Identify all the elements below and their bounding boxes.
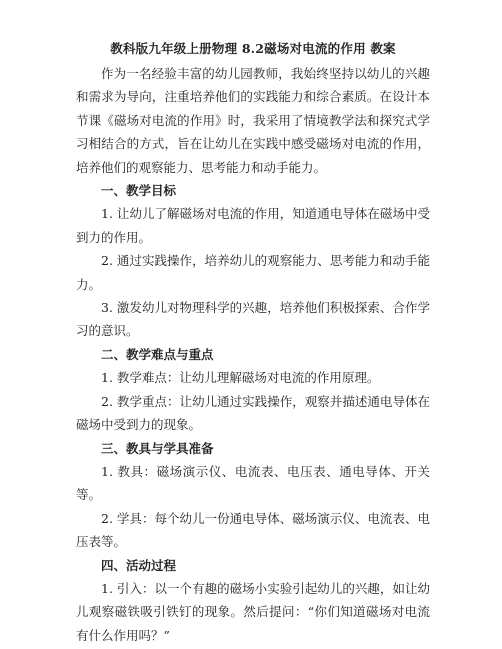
key-point-item-2: 2. 教学重点：让幼儿通过实践操作，观察并描述通电导体在磁场中受到力的现象。	[76, 393, 430, 433]
section-heading-activity: 四、活动过程	[101, 557, 177, 573]
document-title: 教科版九年级上册物理 8.2磁场对电流的作用 教案	[110, 41, 396, 56]
section-heading-key-points: 二、教学难点与重点	[101, 346, 214, 362]
intro-paragraph: 作为一名经验丰富的幼儿园教师，我始终坚持以幼儿的兴趣和需求为导向，注重培养他们的实践能力和综合素质。在设计本节课《磁场对电流的作用》时，我采用了情境教学法和探究式学习相结合的方式，旨在让幼儿在实践中感受磁场对电流的作用，培养他们的观察能力、思考能力和动手能力。	[76, 66, 430, 175]
materials-item-1: 1. 教具：磁场演示仪、电流表、电压表、通电导体、开关等。	[76, 463, 430, 503]
objective-item-3: 3. 激发幼儿对物理科学的兴趣，培养他们积极探索、合作学习的意识。	[76, 300, 430, 339]
objective-item-1: 1. 让幼儿了解磁场对电流的作用，知道通电导体在磁场中受到力的作用。	[76, 206, 430, 245]
materials-item-2: 2. 学具：每个幼儿一份通电导体、磁场演示仪、电流表、电压表等。	[76, 510, 430, 550]
section-heading-materials: 三、教具与学具准备	[101, 440, 214, 456]
key-point-item-1: 1. 教学难点：让幼儿理解磁场对电流的作用原理。	[101, 370, 380, 386]
document-body	[76, 40, 430, 647]
activity-item-1: 1. 引入：以一个有趣的磁场小实验引起幼儿的兴趣，如让幼儿观察磁铁吸引铁钉的现象。然后提问：“你们知道磁场对电流有什么作用吗？”	[76, 580, 430, 643]
objective-item-2: 2. 通过实践操作，培养幼儿的观察能力、思考能力和动手能力。	[76, 253, 430, 292]
section-heading-objectives: 一、教学目标	[101, 183, 177, 199]
